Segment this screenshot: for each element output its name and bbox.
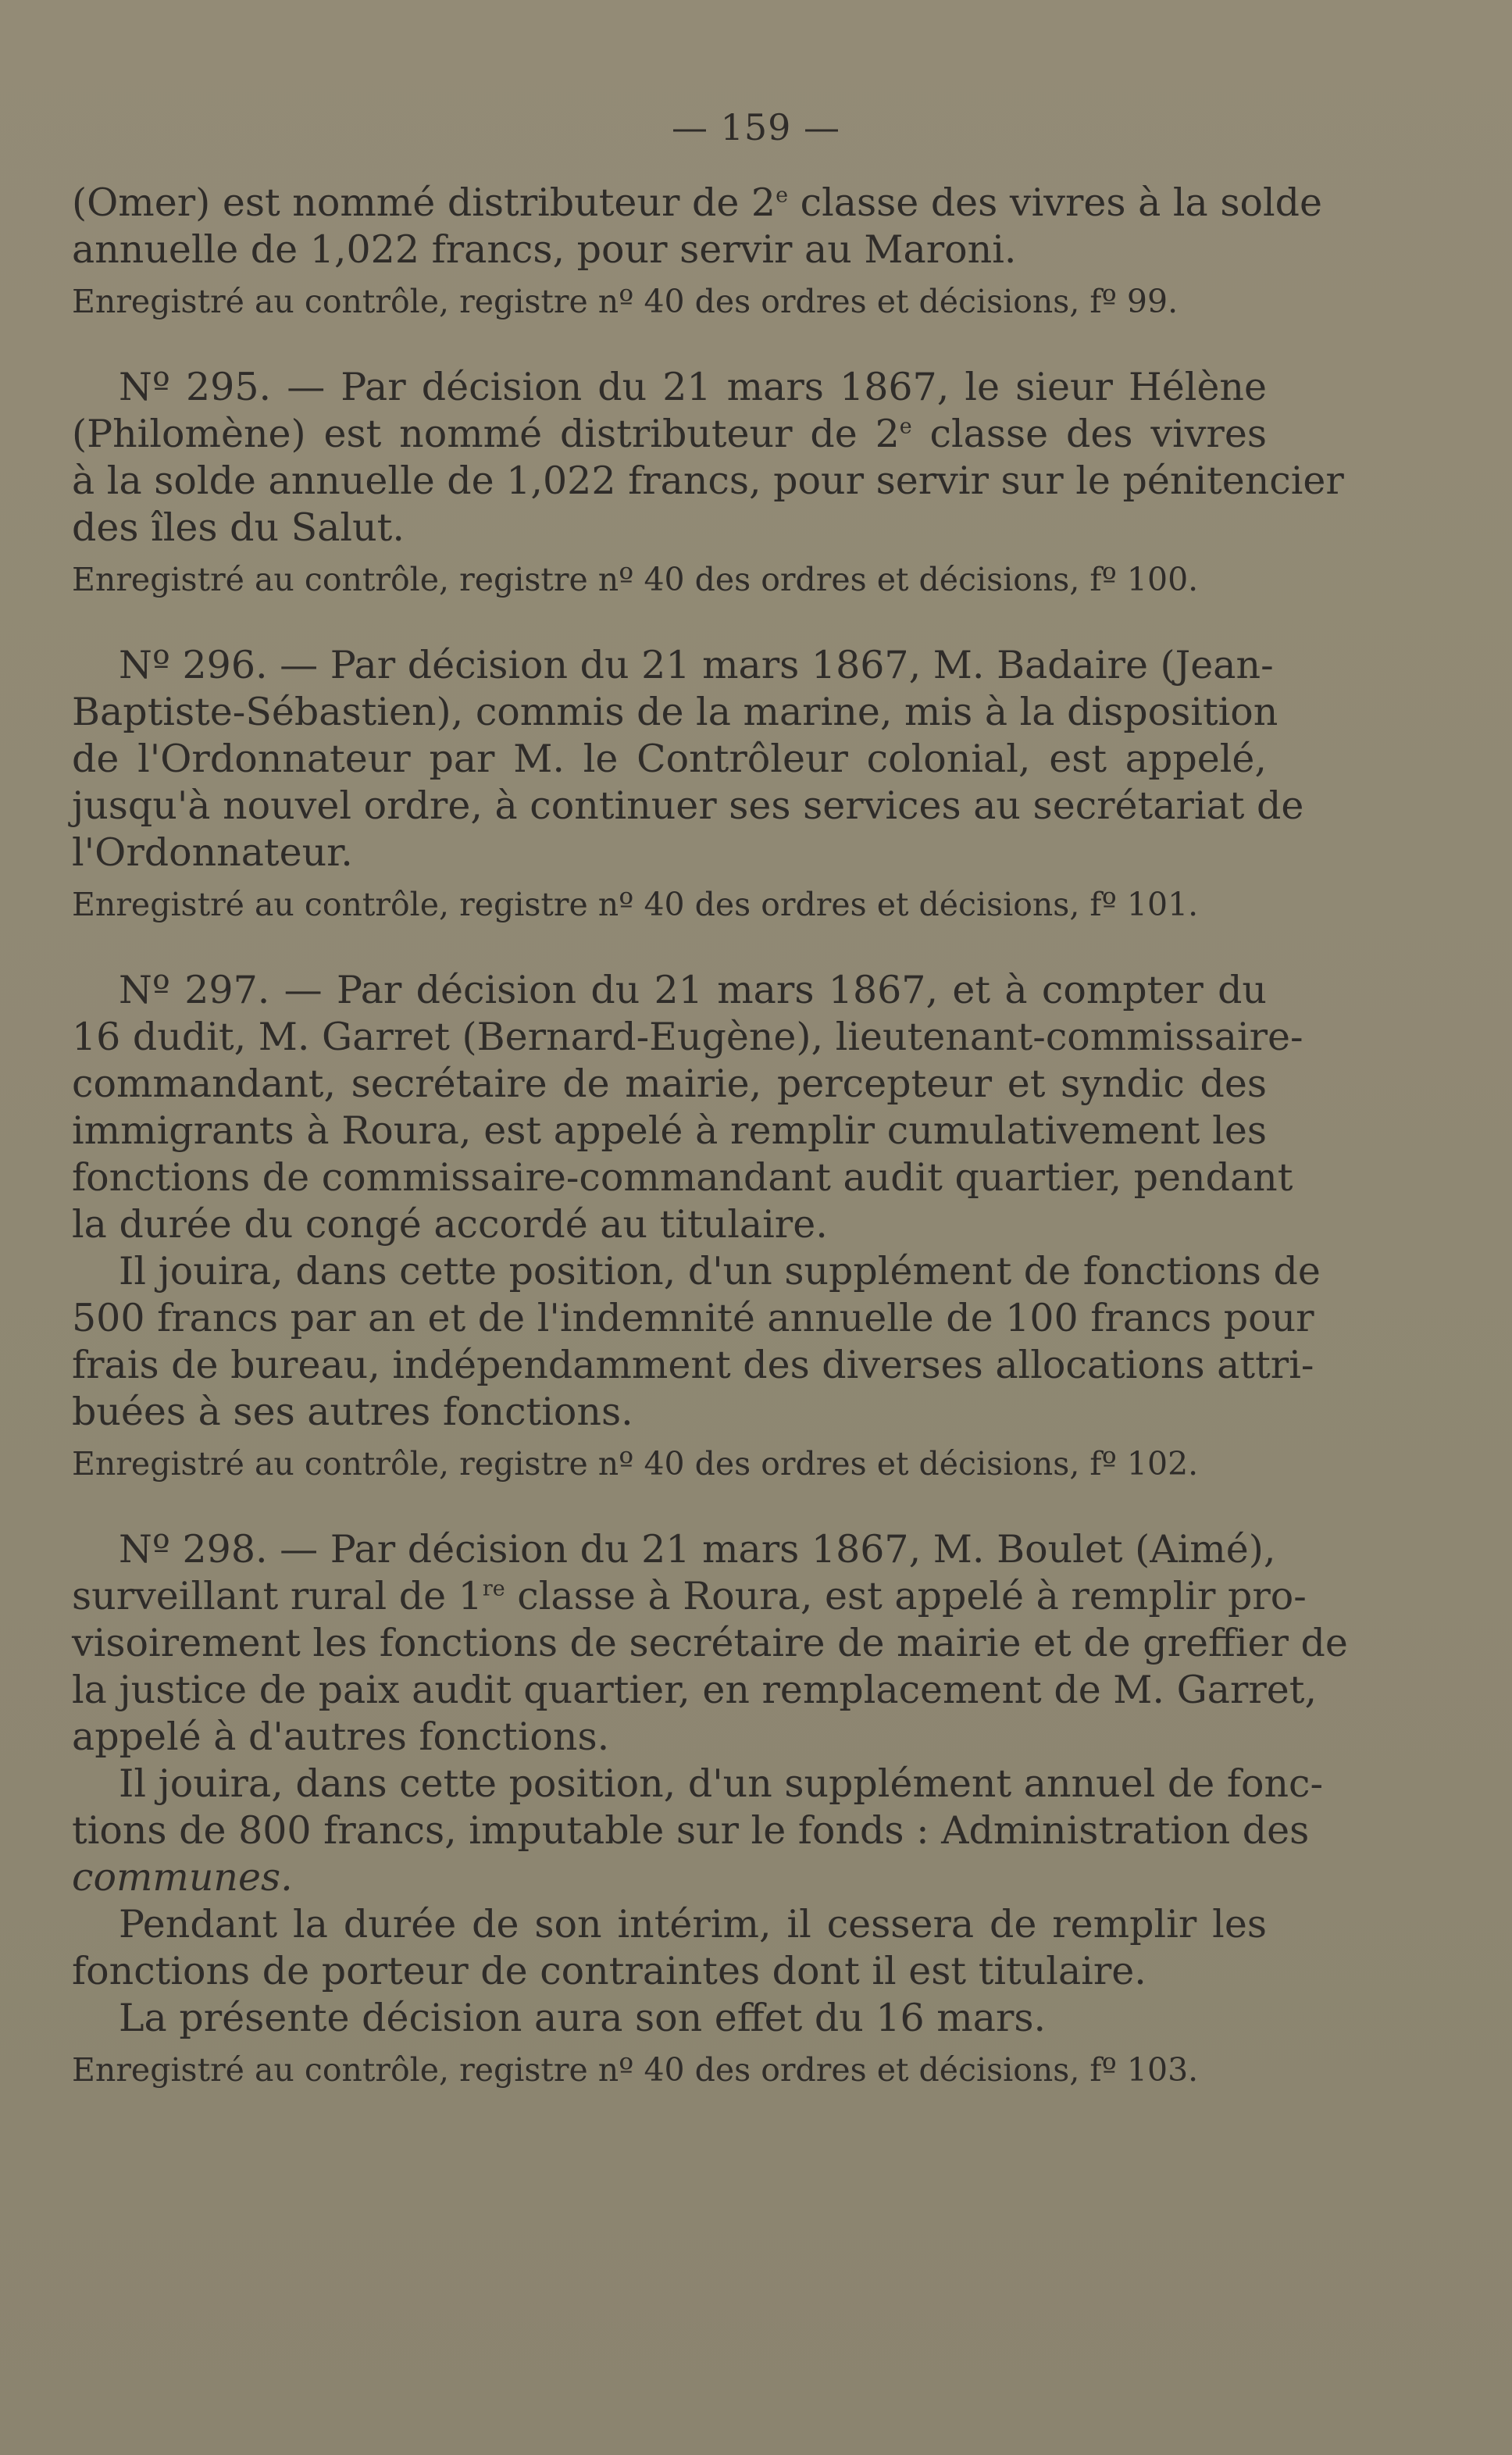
text-line: de l'Ordonnateur par M. le Contrôleur colonial, est appelé,	[72, 737, 1267, 781]
registration-note: Enregistré au contrôle, registre nº 40 des ordres et décisions, fº 100.	[72, 561, 1199, 598]
text-line: 16 dudit, M. Garret (Bernard-Eugène), lieutenant-commissaire-	[72, 1015, 1303, 1059]
text-line: Il jouira, dans cette position, d'un supplément de fonctions de	[119, 1249, 1321, 1294]
registration-note: Enregistré au contrôle, registre nº 40 des ordres et décisions, fº 103.	[72, 2051, 1199, 2089]
text-line: fonctions de commissaire-commandant audit quartier, pendant	[72, 1155, 1293, 1200]
text-line: jusqu'à nouvel ordre, à continuer ses services au secrétariat de	[72, 783, 1304, 828]
entry-heading-line: Nº 297. — Par décision du 21 mars 1867, et à compter du	[119, 968, 1267, 1012]
text-line: (Omer) est nommé distributeur de 2e classe des vivres à la solde	[72, 180, 1323, 225]
text-line: frais de bureau, indépendamment des diverses allocations attri-	[72, 1343, 1314, 1387]
text-line: l'Ordonnateur.	[72, 830, 353, 875]
text-line: (Philomène) est nommé distributeur de 2e classe des vivres	[72, 412, 1267, 456]
text-line: immigrants à Roura, est appelé à remplir cumulativement les	[72, 1108, 1267, 1153]
page-number: — 159 —	[671, 106, 841, 148]
registration-note: Enregistré au contrôle, registre nº 40 des ordres et décisions, fº 102.	[72, 1445, 1199, 1483]
text-line: Pendant la durée de son intérim, il cessera de remplir les	[119, 1902, 1267, 1947]
registration-note: Enregistré au contrôle, registre nº 40 des ordres et décisions, fº 101.	[72, 886, 1199, 923]
text-line: surveillant rural de 1re classe à Roura, est appelé à remplir pro-	[72, 1574, 1307, 1618]
text-line: la justice de paix audit quartier, en remplacement de M. Garret,	[72, 1668, 1318, 1712]
text-line: communes.	[72, 1855, 293, 1900]
text-line: la durée du congé accordé au titulaire.	[72, 1202, 828, 1247]
entry-heading-line: Nº 298. — Par décision du 21 mars 1867, M. Boulet (Aimé),	[119, 1527, 1276, 1572]
text-line: Baptiste-Sébastien), commis de la marine, mis à la disposition	[72, 690, 1278, 734]
text-line: annuelle de 1,022 francs, pour servir au Maroni.	[72, 227, 1017, 272]
text-line: visoirement les fonctions de secrétaire de mairie et de greffier de	[72, 1621, 1348, 1665]
entry-heading-line: Nº 295. — Par décision du 21 mars 1867, le sieur Hélène	[119, 365, 1267, 409]
entry-heading-line: Nº 296. — Par décision du 21 mars 1867, M. Badaire (Jean-	[119, 643, 1274, 687]
text-line: buées à ses autres fonctions.	[72, 1390, 633, 1434]
text-line: Il jouira, dans cette position, d'un supplément annuel de fonc-	[119, 1761, 1324, 1806]
text-line: commandant, secrétaire de mairie, percepteur et syndic des	[72, 1062, 1267, 1106]
text-line: La présente décision aura son effet du 16 mars.	[119, 1996, 1047, 2040]
registration-note: Enregistré au contrôle, registre nº 40 des ordres et décisions, fº 99.	[72, 283, 1179, 320]
text-line: fonctions de porteur de contraintes dont il est titulaire.	[72, 1949, 1146, 1993]
text-line: à la solde annuelle de 1,022 francs, pour servir sur le pénitencier	[72, 459, 1344, 503]
text-line: appelé à d'autres fonctions.	[72, 1715, 610, 1759]
text-line: tions de 800 francs, imputable sur le fonds : Administration des	[72, 1808, 1310, 1853]
text-column	[72, 180, 1348, 2092]
text-line: des îles du Salut.	[72, 505, 405, 550]
text-line: 500 francs par an et de l'indemnité annuelle de 100 francs pour	[72, 1296, 1314, 1340]
